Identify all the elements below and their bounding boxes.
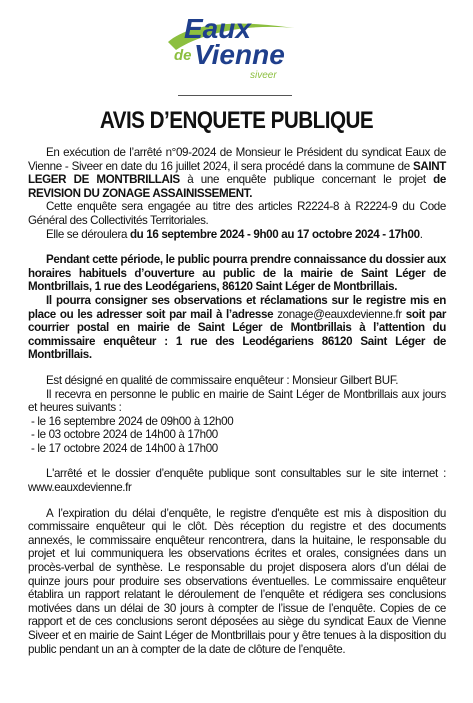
- paragraph-permanences: Il recevra en personne le public en mairie de Saint Léger de Montbrillais aux jours et heures suivants :: [28, 387, 446, 415]
- paragraph-articles: Cette enquête sera engagée au titre des articles R2224-8 à R2224-9 du Code Général des Collectivités Territoriales.: [28, 200, 446, 227]
- logo-vienne-text: Vienne: [194, 39, 285, 70]
- paragraph-observations: [28, 294, 446, 362]
- p3-text-c: .: [419, 227, 423, 241]
- p3-text-a: Elle se déroulera: [46, 227, 130, 241]
- email-address: zonage@eauxdevienne.fr: [277, 307, 402, 321]
- paragraph-dates: [28, 228, 446, 242]
- logo-de-text: de: [174, 47, 192, 64]
- p1-projet: de REVISION DU ZONAGE ASSAINISSEMENT.: [28, 173, 446, 200]
- paragraph-website: L'arrêté et le dossier d’enquête publique sont consultables sur le site internet : www.eauxdevienne.fr: [28, 467, 446, 495]
- p3-period: du 16 septembre 2024 - 9h00 au 17 octobre 2024 - 17h00: [129, 227, 420, 241]
- paragraph-arrete: [28, 146, 446, 200]
- p1-commune: SAINT LEGER DE MONTBRILLAIS: [28, 159, 446, 187]
- permanence-date-3: - le 17 octobre 2024 de 14h00 à 17h00: [31, 441, 218, 455]
- p1-text-a: En exécution de l’arrêté n°09-2024 de Monsieur le Président du syndicat Eaux de Vienne - Siveer en date du 16 juillet 2024, il sera procédé dans la commune de: [28, 146, 446, 173]
- p1-text-c: à une enquête publique concernant le projet: [179, 173, 434, 187]
- paragraph-consultation: Pendant cette période, le public pourra prendre connaissance du dossier aux horaires habituels d’ouverture au public de la mairie de Saint Léger de Montbrillais, 1 rue des Leodégariens, 86120 Saint Léger de Montbrillais.: [28, 253, 446, 294]
- permanence-date-1: - le 16 septembre 2024 de 09h00 à 12h00: [31, 414, 234, 428]
- permanence-date-2: - le 03 octobre 2024 de 14h00 à 17h00: [31, 428, 218, 442]
- logo-divider: [178, 95, 292, 96]
- paragraph-commissaire: Est désigné en qualité de commissaire enquêteur : Monsieur Gilbert BUF.: [46, 373, 399, 387]
- paragraph-procedure: A l’expiration du délai d’enquête, le registre d'enquête est mis à disposition du commissaire enquêteur qui le clôt. Dès réception du registre et des documents annexés, le commissaire enquêteur rencontrera, dans la huitaine, le responsable du projet et lui communiquera les observations écrites et orales, consignées dans un procès-verbal de synthèse. Le responsable du projet disposera alors d’un délai de quinze jours pour produire ses observations éventuelles. Le commissaire enquêteur établira un rapport relatant le déroulement de l’enquête et rédigera ses conclusions motivées dans un délai de 30 jours à compter de l’issue de l’enquête. Copies de ce rapport et de ces conclusions seront déposées au siège du syndicat Eaux de Vienne Siveer et en mairie de Saint Léger de Montbrillais pour y être tenues à la disposition du public pendant un an à compter de la date de clôture de l’enquête.: [28, 506, 446, 656]
- notice-body: [28, 146, 446, 656]
- eaux-de-vienne-logo: [166, 6, 296, 88]
- p5-text-c: soit par courrier postal en mairie de Saint Léger de Montbrillais à l’attention du commissaire enquêteur : 1 rue des Leodégariens 86120 Saint Léger de Montbrillais.: [28, 307, 446, 362]
- notice-title: AVIS D’ENQUETE PUBLIQUE: [99, 107, 374, 134]
- logo-eaux-text: Eaux: [184, 13, 251, 44]
- logo-siveer-text: siveer: [250, 70, 277, 81]
- p5-text-a: Il pourra consigner ses observations et réclamations sur le registre mis en place ou les adresser soit par mail à l’adresse: [28, 293, 446, 321]
